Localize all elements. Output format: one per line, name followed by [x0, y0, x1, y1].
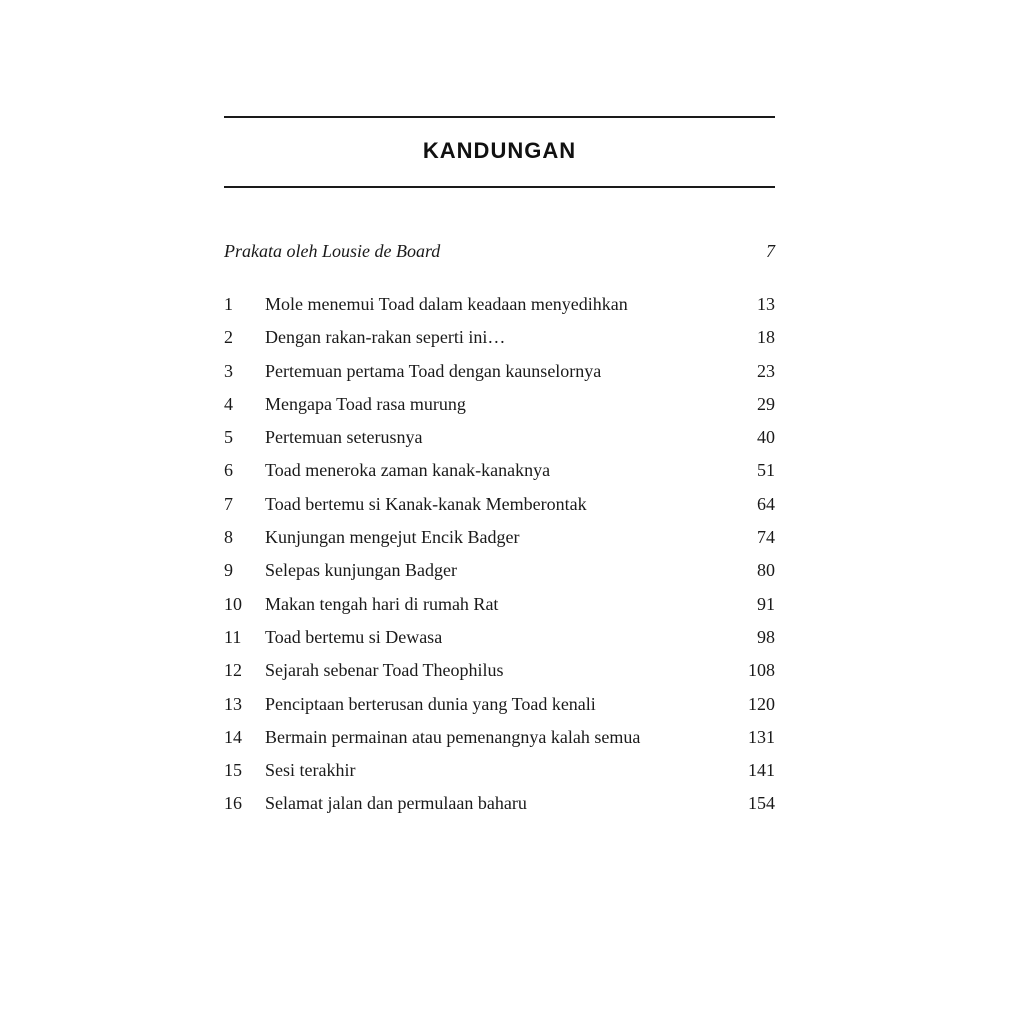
- chapter-title: Mengapa Toad rasa murung: [265, 393, 466, 414]
- chapter-number: 1: [224, 294, 233, 314]
- chapter-page: 29: [757, 393, 775, 414]
- chapter-title: Mole menemui Toad dalam keadaan menyedihkan: [265, 294, 628, 314]
- toc-row: [224, 760, 775, 793]
- chapter-title: Toad bertemu si Dewasa: [265, 626, 443, 647]
- toc-row: [224, 394, 775, 427]
- toc-row: [224, 327, 775, 360]
- toc-row: [224, 294, 775, 327]
- toc-row: [224, 361, 775, 394]
- chapter-page: 120: [748, 693, 775, 714]
- chapter-title: Sejarah sebenar Toad Theophilus: [265, 660, 504, 681]
- chapter-page: 108: [748, 660, 775, 681]
- chapter-page: 13: [757, 294, 775, 314]
- chapter-number: 14: [224, 726, 242, 747]
- page-title: KANDUNGAN: [422, 138, 577, 163]
- toc-row: [224, 627, 775, 660]
- toc-row: [224, 660, 775, 693]
- chapter-title: Sesi terakhir: [265, 760, 356, 781]
- chapter-page: 23: [757, 360, 775, 381]
- bottom-rule: [224, 186, 775, 188]
- chapter-number: 15: [224, 760, 242, 781]
- chapter-number: 10: [224, 593, 242, 614]
- chapter-number: 2: [224, 327, 233, 348]
- chapter-number: 5: [224, 427, 233, 448]
- preface-page: 7: [766, 241, 775, 261]
- chapter-title: Pertemuan pertama Toad dengan kaunselornya: [265, 360, 602, 381]
- chapter-number: 9: [224, 560, 233, 581]
- chapter-title: Penciptaan berterusan dunia yang Toad kenali: [265, 693, 596, 714]
- preface-label: Prakata oleh Lousie de Board: [224, 241, 441, 261]
- top-rule: [224, 116, 775, 118]
- toc-row: [224, 594, 775, 627]
- preface-entry: [224, 241, 775, 262]
- chapter-page: 51: [757, 460, 775, 481]
- chapter-number: 11: [224, 626, 242, 647]
- toc-row: [224, 494, 775, 527]
- chapter-number: 4: [224, 393, 233, 414]
- table-of-contents: [224, 294, 775, 827]
- chapter-title: Selepas kunjungan Badger: [265, 560, 457, 581]
- chapter-page: 18: [757, 327, 775, 348]
- toc-row: [224, 427, 775, 460]
- chapter-page: 91: [757, 593, 775, 614]
- chapter-page: 40: [757, 427, 775, 448]
- chapter-number: 16: [224, 793, 242, 814]
- chapter-page: 141: [748, 760, 775, 781]
- chapter-page: 131: [748, 726, 775, 747]
- toc-row: [224, 793, 775, 826]
- chapter-title: Selamat jalan dan permulaan baharu: [265, 793, 527, 814]
- chapter-number: 8: [224, 527, 233, 548]
- chapter-title: Bermain permainan atau pemenangnya kalah semua: [265, 726, 641, 747]
- toc-row: [224, 727, 775, 760]
- chapter-page: 98: [757, 626, 775, 647]
- chapter-title: Toad meneroka zaman kanak-kanaknya: [265, 460, 551, 481]
- chapter-title: Dengan rakan-rakan seperti ini…: [265, 327, 506, 348]
- chapter-title: Makan tengah hari di rumah Rat: [265, 593, 499, 614]
- chapter-title: Toad bertemu si Kanak-kanak Memberontak: [265, 493, 587, 514]
- toc-row: [224, 527, 775, 560]
- chapter-title: Pertemuan seterusnya: [265, 427, 423, 448]
- toc-row: [224, 560, 775, 593]
- chapter-number: 6: [224, 460, 233, 481]
- chapter-number: 3: [224, 360, 233, 381]
- chapter-number: 7: [224, 493, 233, 514]
- chapter-number: 13: [224, 693, 242, 714]
- chapter-page: 154: [748, 793, 775, 814]
- chapter-page: 80: [757, 560, 775, 581]
- chapter-page: 64: [757, 493, 775, 514]
- chapter-title: Kunjungan mengejut Encik Badger: [265, 527, 520, 548]
- chapter-page: 74: [757, 527, 775, 548]
- chapter-number: 12: [224, 660, 242, 681]
- toc-row: [224, 460, 775, 493]
- toc-row: [224, 694, 775, 727]
